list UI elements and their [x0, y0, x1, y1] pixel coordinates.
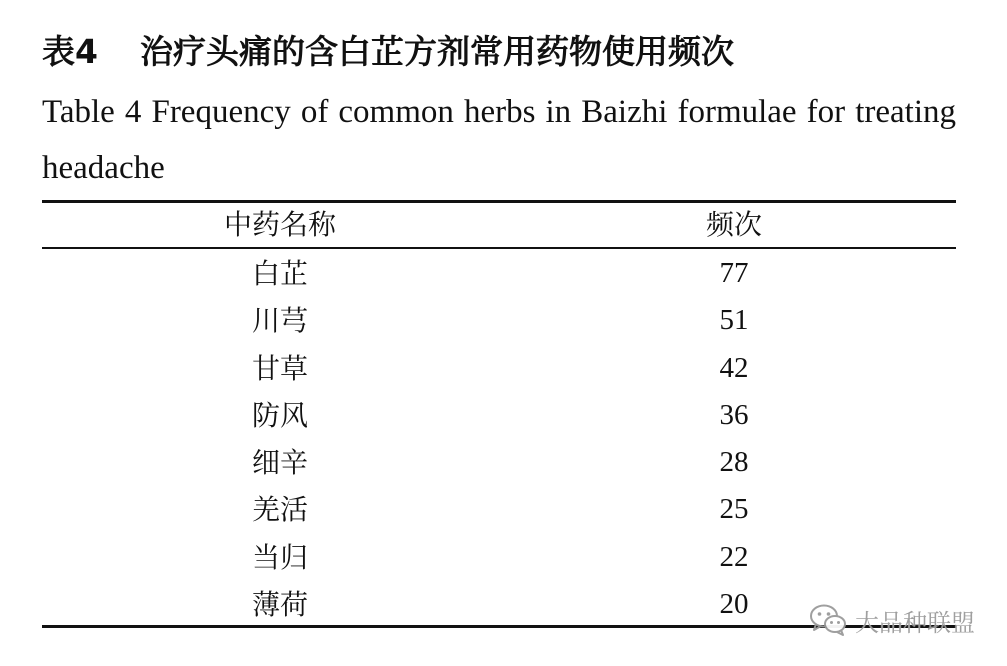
table-row: [0, 297, 1007, 344]
herb-name-cell: 当归: [251, 540, 308, 574]
herb-name-cell: 薄荷: [251, 588, 308, 622]
table-number-label: 表4: [42, 32, 98, 71]
table-header-rule: [42, 247, 956, 249]
herb-name-cell: 羌活: [251, 493, 308, 527]
table-title-chinese: 治疗头痛的含白芷方剂常用药物使用频次: [140, 32, 734, 71]
table-row: [0, 534, 1007, 581]
frequency-cell: 28: [719, 446, 749, 479]
frequency-cell: 42: [719, 351, 749, 384]
table-row: [0, 439, 1007, 486]
table-caption-chinese: [42, 28, 734, 76]
column-header-herb-name: 中药名称: [223, 208, 336, 241]
column-header-frequency: 频次: [705, 208, 762, 241]
wechat-icon: [809, 603, 847, 637]
table-row: [0, 345, 1007, 392]
table-row: [0, 486, 1007, 533]
herb-name-cell: 川芎: [251, 304, 308, 338]
frequency-cell: 36: [719, 398, 749, 431]
herb-name-cell: 白芷: [251, 257, 308, 290]
frequency-cell: 25: [719, 493, 749, 526]
herb-name-cell: 细辛: [251, 446, 308, 480]
frequency-cell: 22: [719, 540, 749, 573]
frequency-cell: 51: [719, 304, 749, 337]
herb-name-cell: 防风: [251, 398, 308, 432]
table-row: [0, 392, 1007, 439]
frequency-cell: 20: [719, 588, 749, 621]
table-body: [0, 250, 1007, 628]
watermark-text: 大品种联盟: [855, 608, 975, 637]
frequency-cell: 77: [719, 257, 749, 289]
watermark: [809, 600, 975, 640]
herb-name-cell: 甘草: [251, 351, 308, 385]
table-caption-english: Table 4 Frequency of common herbs in Baizhi formulae for treating headache: [42, 94, 956, 186]
table-row: [0, 250, 1007, 297]
